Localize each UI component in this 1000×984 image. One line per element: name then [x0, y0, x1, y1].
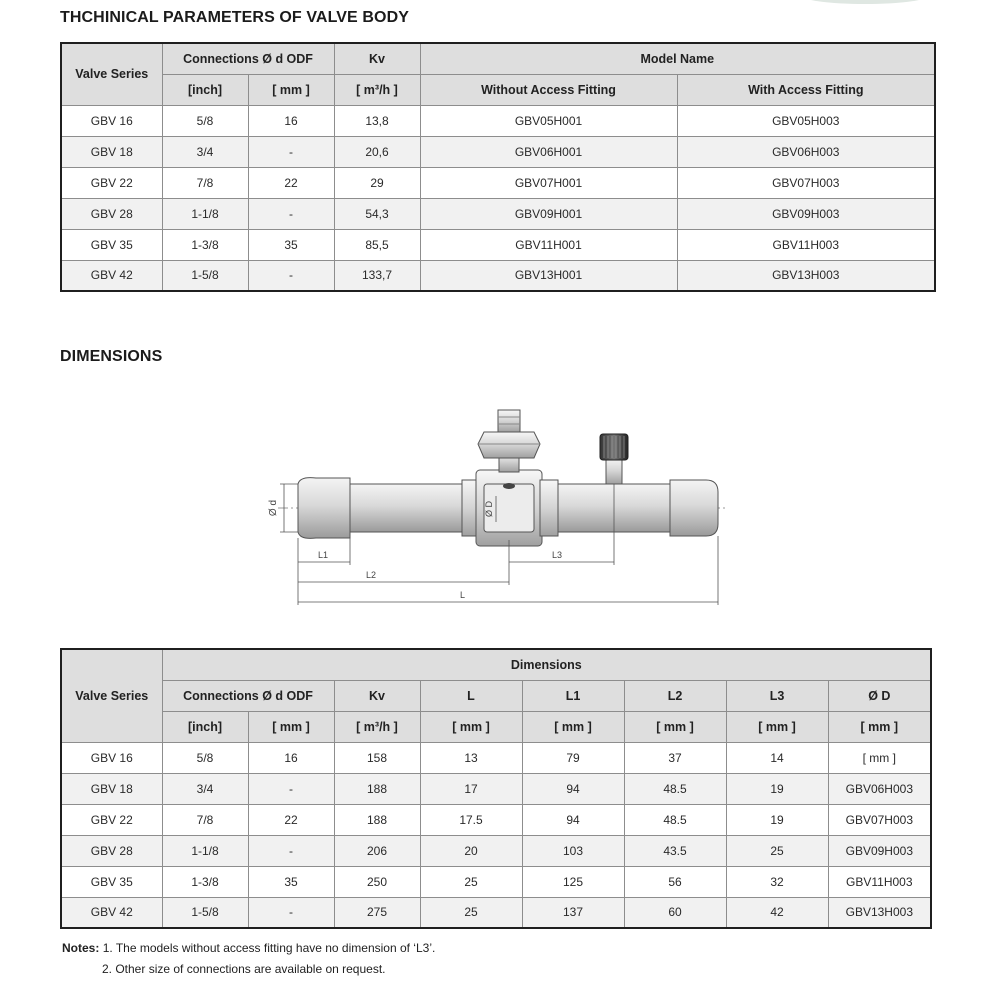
label-L1: L1 [318, 550, 329, 560]
header-valve-series: Valve Series [61, 43, 162, 105]
label-L2: L2 [366, 570, 377, 580]
header-connections: Connections Ø d ODF [162, 43, 334, 74]
valve-dimension-diagram [270, 400, 730, 610]
table-row [61, 897, 931, 928]
table-cell: GBV13H003 [677, 260, 935, 291]
table-cell: 20 [420, 835, 522, 866]
table-row [61, 773, 931, 804]
dim-header-kv: Kv [334, 680, 420, 711]
table-cell: GBV06H003 [828, 773, 931, 804]
table-cell: 43.5 [624, 835, 726, 866]
table-cell: GBV07H001 [420, 167, 677, 198]
table-cell: 32 [726, 866, 828, 897]
dim-header-L2-unit: [ mm ] [624, 711, 726, 742]
table-cell: 103 [522, 835, 624, 866]
header-kv: Kv [334, 43, 420, 74]
dim-header-mm: [ mm ] [248, 711, 334, 742]
table-cell: 5/8 [162, 105, 248, 136]
table-cell: 206 [334, 835, 420, 866]
table-cell: 137 [522, 897, 624, 928]
dim-header-D: Ø D [828, 680, 931, 711]
dimensions-table [60, 648, 932, 929]
table-cell: GBV 35 [61, 229, 162, 260]
table-cell: GBV11H003 [677, 229, 935, 260]
header-without-access: Without Access Fitting [420, 74, 677, 105]
table-cell: GBV13H001 [420, 260, 677, 291]
table-cell: GBV11H001 [420, 229, 677, 260]
table-cell: - [248, 897, 334, 928]
table-cell: 22 [248, 167, 334, 198]
table-cell: 250 [334, 866, 420, 897]
table-cell: 1-5/8 [162, 260, 248, 291]
header-model-name: Model Name [420, 43, 935, 74]
table-row [61, 866, 931, 897]
table-cell: 37 [624, 742, 726, 773]
table-cell: 7/8 [162, 804, 248, 835]
table-cell: 7/8 [162, 167, 248, 198]
table-cell: GBV11H003 [828, 866, 931, 897]
table-cell: 13,8 [334, 105, 420, 136]
table-cell: 3/4 [162, 136, 248, 167]
header-with-access: With Access Fitting [677, 74, 935, 105]
dimensions-title: DIMENSIONS [60, 348, 163, 365]
body-table-title: THCHINICAL PARAMETERS OF VALVE BODY [60, 9, 409, 26]
table-cell: [ mm ] [828, 742, 931, 773]
table-cell: GBV06H003 [677, 136, 935, 167]
table-cell: 13 [420, 742, 522, 773]
table-cell: 79 [522, 742, 624, 773]
table-cell: GBV 22 [61, 804, 162, 835]
table-cell: 17 [420, 773, 522, 804]
table-cell: 1-1/8 [162, 198, 248, 229]
dim-header-dimensions: Dimensions [162, 649, 931, 680]
table-cell: 1-3/8 [162, 866, 248, 897]
table-cell: GBV05H001 [420, 105, 677, 136]
table-cell: - [248, 835, 334, 866]
table-cell: 35 [248, 866, 334, 897]
table-cell: 16 [248, 742, 334, 773]
table-cell: GBV 16 [61, 105, 162, 136]
table-row [61, 105, 935, 136]
table-cell: 1-5/8 [162, 897, 248, 928]
valve-body-table [60, 42, 936, 292]
table-cell: 56 [624, 866, 726, 897]
table-cell: 125 [522, 866, 624, 897]
decorative-shape [800, 0, 930, 4]
table-cell: GBV05H003 [677, 105, 935, 136]
label-d: Ø d [268, 499, 279, 517]
dim-header-connections: Connections Ø d ODF [162, 680, 334, 711]
table-cell: 25 [420, 866, 522, 897]
dim-header-L3-unit: [ mm ] [726, 711, 828, 742]
header-kv-unit: [ m³/h ] [334, 74, 420, 105]
table-cell: 17.5 [420, 804, 522, 835]
table-cell: 14 [726, 742, 828, 773]
table-cell: 1-1/8 [162, 835, 248, 866]
table-cell: GBV 28 [61, 835, 162, 866]
table-row [61, 229, 935, 260]
table-row [61, 198, 935, 229]
table-cell: GBV 35 [61, 866, 162, 897]
table-cell: GBV09H003 [828, 835, 931, 866]
table-cell: 188 [334, 804, 420, 835]
table-cell: GBV09H003 [677, 198, 935, 229]
dim-header-L-unit: [ mm ] [420, 711, 522, 742]
label-L: L [460, 590, 466, 600]
table-cell: 48.5 [624, 773, 726, 804]
header-mm: [ mm ] [248, 74, 334, 105]
label-L3: L3 [552, 550, 563, 560]
table-row [61, 742, 931, 773]
table-cell: 35 [248, 229, 334, 260]
table-cell: 19 [726, 773, 828, 804]
table-cell: 5/8 [162, 742, 248, 773]
dim-header-valve-series: Valve Series [61, 649, 162, 742]
table-cell: - [248, 773, 334, 804]
table-row [61, 136, 935, 167]
table-cell: GBV 42 [61, 260, 162, 291]
table-cell: 1-3/8 [162, 229, 248, 260]
table-cell: GBV 18 [61, 136, 162, 167]
table-cell: GBV 16 [61, 742, 162, 773]
table-cell: 54,3 [334, 198, 420, 229]
table-cell: 16 [248, 105, 334, 136]
table-cell: 22 [248, 804, 334, 835]
dim-header-L2: L2 [624, 680, 726, 711]
note-1: 1. The models without access fitting have no dimension of ‘L3’. [102, 941, 436, 955]
table-cell: 19 [726, 804, 828, 835]
table-cell: 275 [334, 897, 420, 928]
table-cell: GBV07H003 [828, 804, 931, 835]
table-cell: - [248, 136, 334, 167]
table-row [61, 260, 935, 291]
table-cell: GBV 28 [61, 198, 162, 229]
dim-header-L3: L3 [726, 680, 828, 711]
table-row [61, 804, 931, 835]
table-cell: 188 [334, 773, 420, 804]
dim-header-L1-unit: [ mm ] [522, 711, 624, 742]
dim-header-L: L [420, 680, 522, 711]
table-cell: 133,7 [334, 260, 420, 291]
table-cell: 42 [726, 897, 828, 928]
table-cell: 60 [624, 897, 726, 928]
notes [62, 938, 435, 980]
notes-label: Notes: [62, 941, 100, 955]
table-cell: GBV07H003 [677, 167, 935, 198]
dim-header-D-unit: [ mm ] [828, 711, 931, 742]
table-cell: 94 [522, 773, 624, 804]
table-row [61, 167, 935, 198]
header-inch: [inch] [162, 74, 248, 105]
dim-header-inch: [inch] [162, 711, 248, 742]
dim-header-kv-unit: [ m³/h ] [334, 711, 420, 742]
table-cell: 48.5 [624, 804, 726, 835]
table-cell: GBV 42 [61, 897, 162, 928]
table-row [61, 835, 931, 866]
table-cell: 85,5 [334, 229, 420, 260]
table-cell: GBV06H001 [420, 136, 677, 167]
table-cell: GBV 18 [61, 773, 162, 804]
table-cell: 3/4 [162, 773, 248, 804]
table-cell: 158 [334, 742, 420, 773]
table-cell: 29 [334, 167, 420, 198]
table-cell: GBV09H001 [420, 198, 677, 229]
table-cell: 20,6 [334, 136, 420, 167]
table-cell: 94 [522, 804, 624, 835]
table-cell: 25 [420, 897, 522, 928]
dim-header-L1: L1 [522, 680, 624, 711]
table-cell: GBV 22 [61, 167, 162, 198]
table-cell: GBV13H003 [828, 897, 931, 928]
note-2: 2. Other size of connections are available on request. [102, 962, 386, 976]
label-D: Ø D [484, 500, 494, 518]
table-cell: - [248, 198, 334, 229]
table-cell: 25 [726, 835, 828, 866]
table-cell: - [248, 260, 334, 291]
